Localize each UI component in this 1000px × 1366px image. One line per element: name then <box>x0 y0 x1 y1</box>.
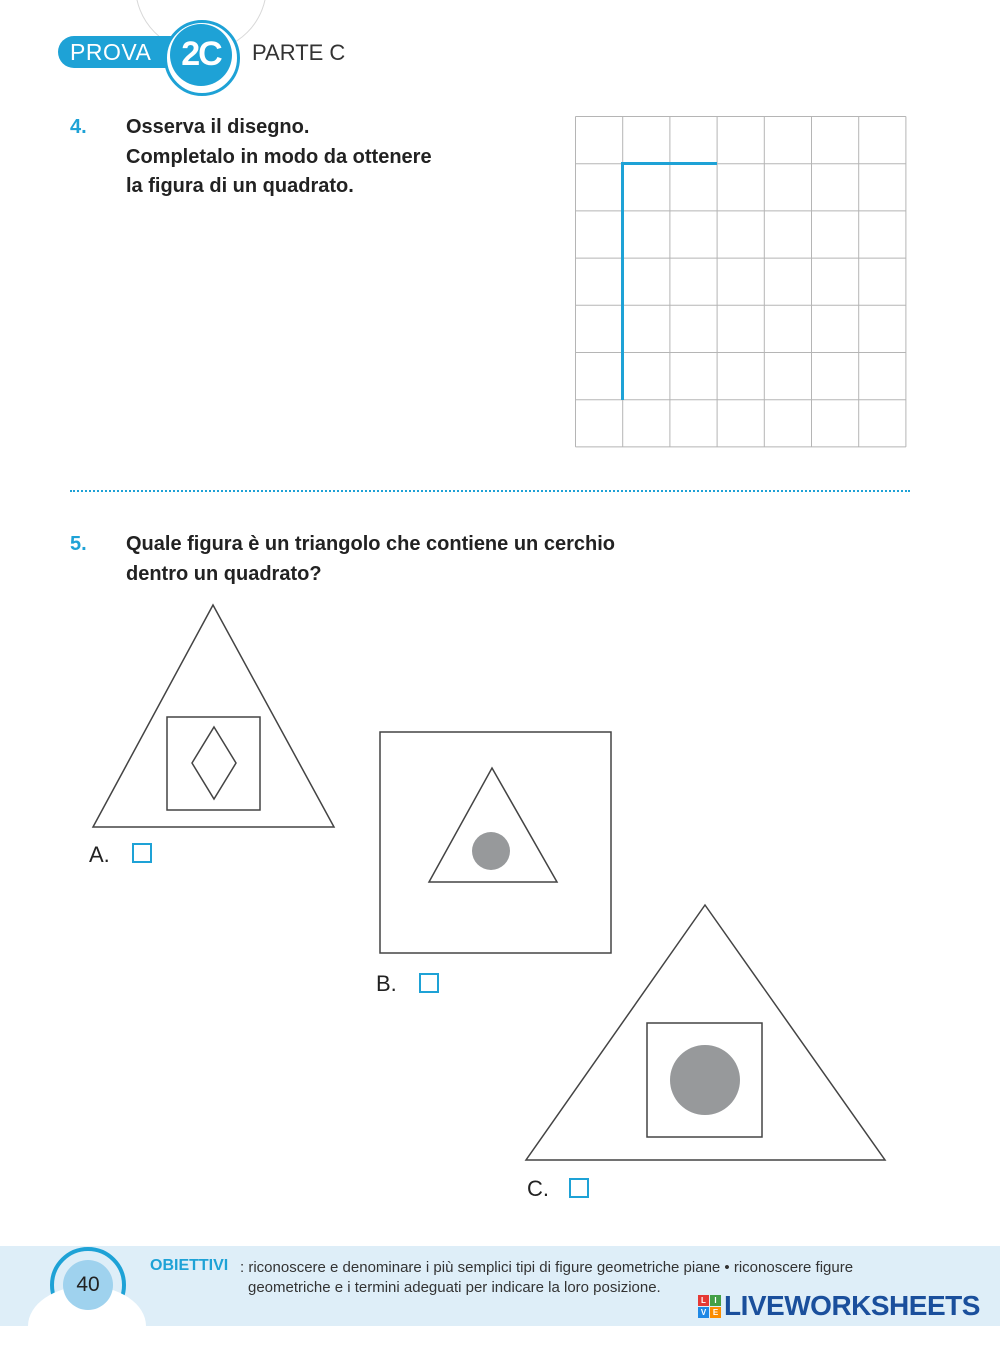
test-badge: 2C <box>170 24 232 86</box>
prova-label: PROVA <box>70 39 152 65</box>
drawing-grid[interactable] <box>575 116 909 450</box>
option-a-checkbox[interactable] <box>132 843 152 863</box>
figure-c <box>522 900 890 1166</box>
figure-c-triangle <box>526 905 885 1160</box>
figure-c-circle <box>670 1045 740 1115</box>
liveworksheets-wordmark: LIVEWORKSHEETS <box>724 1290 980 1321</box>
page-number: 40 <box>63 1260 113 1310</box>
option-a-label: A. <box>89 842 110 867</box>
section-label <box>252 40 345 66</box>
logo-letter: L <box>698 1295 709 1306</box>
section-label-text: PARTE C <box>252 40 346 65</box>
grid-lines <box>576 117 906 447</box>
liveworksheets-logo-icon <box>698 1295 721 1318</box>
liveworksheets-brand <box>698 1289 980 1323</box>
logo-letter: V <box>698 1307 709 1318</box>
question-4-line: Completalo in modo da ottenere <box>126 145 432 168</box>
figure-a-rhombus <box>192 727 236 799</box>
figure-a-square <box>167 717 260 810</box>
logo-letter: I <box>710 1295 721 1306</box>
obiettivi-text-line1: : riconoscere e denominare i più semplici tipi di figure geometriche piane • riconoscere figure <box>240 1259 854 1276</box>
option-b-label: B. <box>376 971 397 996</box>
obiettivi-text-line2: geometriche e i termini adeguati per indicare la loro posizione. <box>248 1279 661 1296</box>
figure-a-triangle <box>93 605 334 827</box>
question-4-text <box>126 113 432 202</box>
figure-a <box>88 600 340 832</box>
question-4-line: Osserva il disegno. <box>126 116 310 138</box>
obiettivi-label: OBIETTIVI <box>150 1257 229 1274</box>
option-c-label: C. <box>527 1176 549 1201</box>
question-5-line: dentro un quadrato? <box>126 562 322 585</box>
option-b-checkbox[interactable] <box>419 973 439 993</box>
logo-letter: E <box>710 1307 721 1318</box>
question-5-number: 5. <box>70 533 87 555</box>
question-5-text <box>126 530 615 589</box>
option-c-checkbox[interactable] <box>569 1178 589 1198</box>
question-4-number: 4. <box>70 116 87 138</box>
section-divider <box>70 490 910 492</box>
question-4-line: la figura di un quadrato. <box>126 175 354 197</box>
figure-b-circle <box>472 832 510 870</box>
question-5-line: Quale figura è un triangolo che contiene un cerchio <box>126 533 615 555</box>
